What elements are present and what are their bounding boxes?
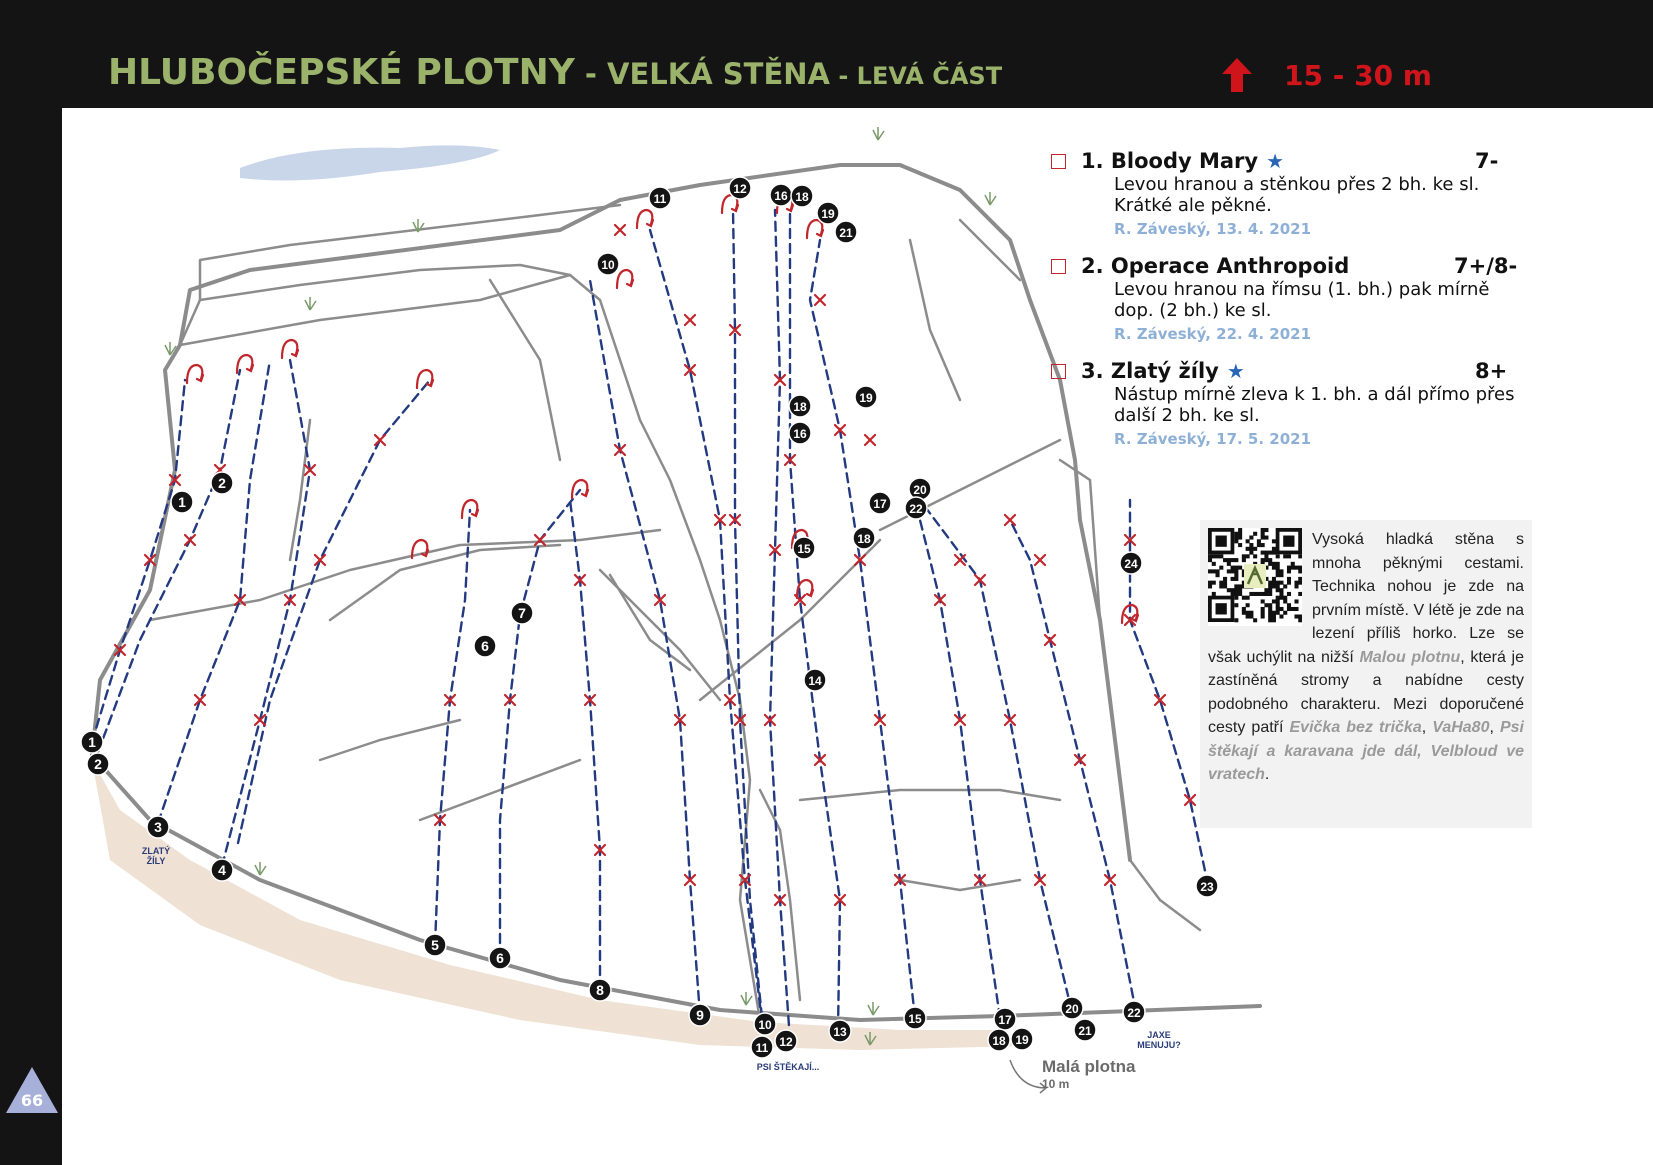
route-marker[interactable] (775, 1030, 797, 1052)
svg-text:19: 19 (859, 391, 873, 405)
route-marker[interactable] (81, 731, 103, 753)
anchor-icon (807, 220, 823, 238)
svg-text:15: 15 (797, 542, 811, 556)
route-line (570, 500, 600, 990)
route-marker[interactable] (789, 422, 811, 444)
svg-text:17: 17 (873, 497, 887, 511)
route-grade: 8+ (1475, 359, 1508, 383)
svg-text:23: 23 (1200, 880, 1214, 894)
route-marker[interactable] (489, 947, 511, 969)
rock-outline (420, 760, 580, 820)
svg-text:6: 6 (496, 950, 504, 966)
star-icon: ★ (1266, 149, 1285, 173)
checkbox-icon[interactable] (1051, 259, 1066, 274)
svg-text:8: 8 (596, 982, 604, 998)
svg-text:18: 18 (793, 400, 807, 414)
anchor-icon (637, 210, 653, 228)
route-marker[interactable] (853, 527, 875, 549)
ground-strip (92, 760, 1020, 1050)
bolt-icon (815, 295, 825, 305)
grass-icon (985, 192, 996, 205)
route-marker[interactable] (424, 934, 446, 956)
svg-text:19: 19 (821, 207, 835, 221)
route-marker[interactable] (791, 185, 813, 207)
label-zlaty-zily: ZLATÝ ŽÍLY (141, 846, 171, 866)
route-marker[interactable] (751, 1036, 773, 1058)
rock-outline (900, 880, 1020, 890)
route-marker[interactable] (589, 979, 611, 1001)
rock-outline (700, 540, 880, 700)
route-marker[interactable] (87, 753, 109, 775)
rock-outline (800, 790, 1060, 800)
route-description: Nástup mírně zleva k 1. bh. a dál přímo přes další 2 bh. ke sl. (1114, 384, 1515, 426)
route-marker[interactable] (793, 537, 815, 559)
route-author: R. Záveský, 13. 4. 2021 (1114, 220, 1312, 238)
route-marker[interactable] (1074, 1019, 1096, 1041)
grass-icon (305, 297, 316, 310)
route-name: 1. Bloody Mary (1081, 149, 1259, 173)
svg-text:17: 17 (998, 1013, 1012, 1027)
route-marker[interactable] (909, 478, 931, 500)
bolt-icon (685, 315, 695, 325)
route-marker[interactable] (689, 1004, 711, 1026)
svg-text:21: 21 (839, 226, 853, 240)
title-part: LEVÁ ČÁST (856, 62, 1003, 90)
route-line (810, 240, 915, 1018)
rock-outline (200, 205, 620, 300)
rock-outline (92, 755, 1260, 1020)
bolt-icon (615, 225, 625, 235)
svg-text:10: 10 (758, 1018, 772, 1032)
svg-text:18: 18 (795, 190, 809, 204)
bolt-icon (375, 435, 385, 445)
route-item (1082, 358, 1532, 448)
route-line (650, 230, 762, 1022)
route-marker[interactable] (835, 221, 857, 243)
svg-text:22: 22 (909, 502, 923, 516)
svg-text:9: 9 (696, 1007, 704, 1023)
bolt-icon (1005, 515, 1015, 525)
route-line (790, 210, 840, 1030)
route-marker[interactable] (597, 253, 619, 275)
svg-text:11: 11 (755, 1041, 769, 1055)
route-marker[interactable] (1196, 875, 1218, 897)
svg-text:18: 18 (857, 532, 871, 546)
route-line (770, 210, 790, 1040)
svg-text:15: 15 (908, 1012, 922, 1026)
route-description: Levou hranou na římsu (1. bh.) pak mírně dop. (2 bh.) ke sl. (1114, 279, 1490, 321)
svg-text:11: 11 (653, 192, 667, 206)
link-psi-stekaji[interactable]: Psi štěkají a karavana jde dál, Velbloud ve vratech (1208, 719, 1524, 783)
route-marker[interactable] (994, 1008, 1016, 1030)
svg-text:6: 6 (481, 638, 489, 654)
svg-text:16: 16 (774, 189, 788, 203)
rock-outline (910, 240, 960, 400)
route-marker[interactable] (804, 669, 826, 691)
svg-text:21: 21 (1078, 1024, 1092, 1038)
link-evicka[interactable]: Evička bez trička (1289, 719, 1422, 736)
route-marker[interactable] (789, 395, 811, 417)
svg-text:16: 16 (793, 427, 807, 441)
info-text: Vysoká hladká stěna s mnoha pěknými cestami. Technika nohou je zde na prvním místě. V létě je zde na lezení příliš horko. Lze se však uchýlit na nižší Malou plotnu, která je zastíněná stromy a nabídne cesty podobného charakteru. Mezi doporučené cesty patří Evička bez trička, VaHa80, Psi štěkají a karavana jde dál, Velbloud ve vratech. (1208, 531, 1525, 783)
route-grade: 7- (1475, 149, 1499, 173)
route-marker[interactable] (1061, 997, 1083, 1019)
svg-text:22: 22 (1127, 1006, 1141, 1020)
sky-shape (240, 145, 500, 180)
route-grade: 7+/8- (1454, 254, 1518, 278)
svg-text:18: 18 (992, 1034, 1006, 1048)
route-marker[interactable] (147, 816, 169, 838)
svg-text:19: 19 (1015, 1033, 1029, 1047)
svg-text:1: 1 (88, 734, 96, 750)
route-item (1082, 253, 1532, 343)
bolt-icon (865, 435, 875, 445)
svg-text:12: 12 (733, 182, 747, 196)
grass-icon (741, 992, 752, 1005)
title-sub: VELKÁ STĚNA (607, 57, 830, 91)
page-title: HLUBOČEPSKÉ PLOTNY - VELKÁ STĚNA - LEVÁ ČÁST (108, 52, 1003, 93)
route-marker[interactable] (817, 202, 839, 224)
svg-text:2: 2 (94, 756, 102, 772)
route-marker[interactable] (1120, 552, 1142, 574)
route-marker[interactable] (988, 1029, 1010, 1051)
svg-text:20: 20 (1065, 1002, 1079, 1016)
route-line (733, 210, 765, 1047)
route-marker[interactable] (754, 1013, 776, 1035)
rock-outline (1130, 860, 1200, 930)
route-marker[interactable] (729, 177, 751, 199)
rock-outline (490, 280, 560, 460)
anchor-icon (282, 340, 298, 358)
route-marker[interactable] (474, 635, 496, 657)
route-line (238, 380, 430, 843)
info-box (1200, 520, 1532, 828)
rock-outline (180, 265, 570, 345)
svg-text:24: 24 (1124, 557, 1138, 571)
route-marker[interactable] (869, 492, 891, 514)
route-line (920, 500, 1072, 1012)
mala-plotna-height: 10 m (1042, 1077, 1070, 1091)
route-marker[interactable] (211, 859, 233, 881)
rock-outline (880, 440, 1060, 530)
mala-plotna-label: Malá plotna (1042, 1057, 1136, 1076)
route-marker[interactable] (1123, 1001, 1145, 1023)
title-main: HLUBOČEPSKÉ PLOTNY (108, 52, 575, 93)
star-icon: ★ (1226, 359, 1245, 383)
svg-text:20: 20 (913, 483, 927, 497)
grass-icon (868, 1002, 879, 1015)
svg-text:3: 3 (154, 819, 162, 835)
route-author: R. Záveský, 17. 5. 2021 (1114, 430, 1312, 448)
label-psi-stekaji: PSI ŠTĚKAJÍ... (756, 1062, 820, 1072)
route-author: R. Záveský, 22. 4. 2021 (1114, 325, 1312, 343)
rock-outline (320, 720, 460, 760)
page-number: 66 (20, 1091, 44, 1110)
route-marker[interactable] (211, 472, 233, 494)
route-description: Levou hranou a stěnkou přes 2 bh. ke sl. Krátké ale pěkné. (1114, 174, 1480, 216)
route-name: 2. Operace Anthropoid (1081, 254, 1350, 278)
route-marker[interactable] (171, 491, 193, 513)
svg-text:1: 1 (178, 494, 186, 510)
checkbox-icon[interactable] (1051, 154, 1066, 169)
height-value: 15 - 30 m (1284, 58, 1432, 92)
rock-outline (960, 220, 1020, 280)
route-line (158, 360, 270, 823)
route-line (920, 520, 1000, 1018)
route-line (590, 280, 700, 1015)
svg-text:4: 4 (218, 862, 226, 878)
route-marker[interactable] (904, 1007, 926, 1029)
anchor-icon (617, 270, 633, 288)
route-line (435, 510, 470, 945)
svg-text:13: 13 (833, 1025, 847, 1039)
arrow-icon (1010, 1060, 1046, 1093)
route-line (500, 490, 580, 958)
route-marker[interactable] (649, 187, 671, 209)
svg-text:5: 5 (431, 937, 439, 953)
svg-text:10: 10 (601, 258, 615, 272)
rock-outline (760, 790, 800, 1000)
svg-text:7: 7 (518, 605, 526, 621)
checkbox-icon[interactable] (1051, 364, 1066, 379)
route-marker[interactable] (1011, 1028, 1033, 1050)
bolt-icon (535, 535, 545, 545)
label-jaxe-menuju: JAXE MENUJU? (1137, 1030, 1181, 1050)
route-line (1130, 500, 1208, 885)
route-marker[interactable] (511, 602, 533, 624)
route-name: 3. Zlatý žíly (1081, 359, 1219, 383)
link-vaha80[interactable]: VaHa80 (1432, 719, 1490, 736)
grass-icon (255, 862, 266, 875)
link-mala-plotna[interactable]: Malou plotnu (1359, 648, 1461, 666)
bolt-icon (1035, 555, 1045, 565)
anchor-icon (187, 365, 203, 383)
grass-icon (873, 127, 884, 140)
svg-text:12: 12 (779, 1035, 793, 1049)
bolt-icon (185, 535, 195, 545)
route-list (1082, 148, 1532, 463)
route-item (1082, 148, 1532, 238)
rock-outline (610, 575, 690, 670)
route-line (222, 360, 310, 866)
svg-text:2: 2 (218, 475, 226, 491)
svg-text:14: 14 (808, 674, 822, 688)
route-marker[interactable] (829, 1020, 851, 1042)
route-marker[interactable] (770, 184, 792, 206)
route-marker[interactable] (905, 497, 927, 519)
route-marker[interactable] (855, 386, 877, 408)
